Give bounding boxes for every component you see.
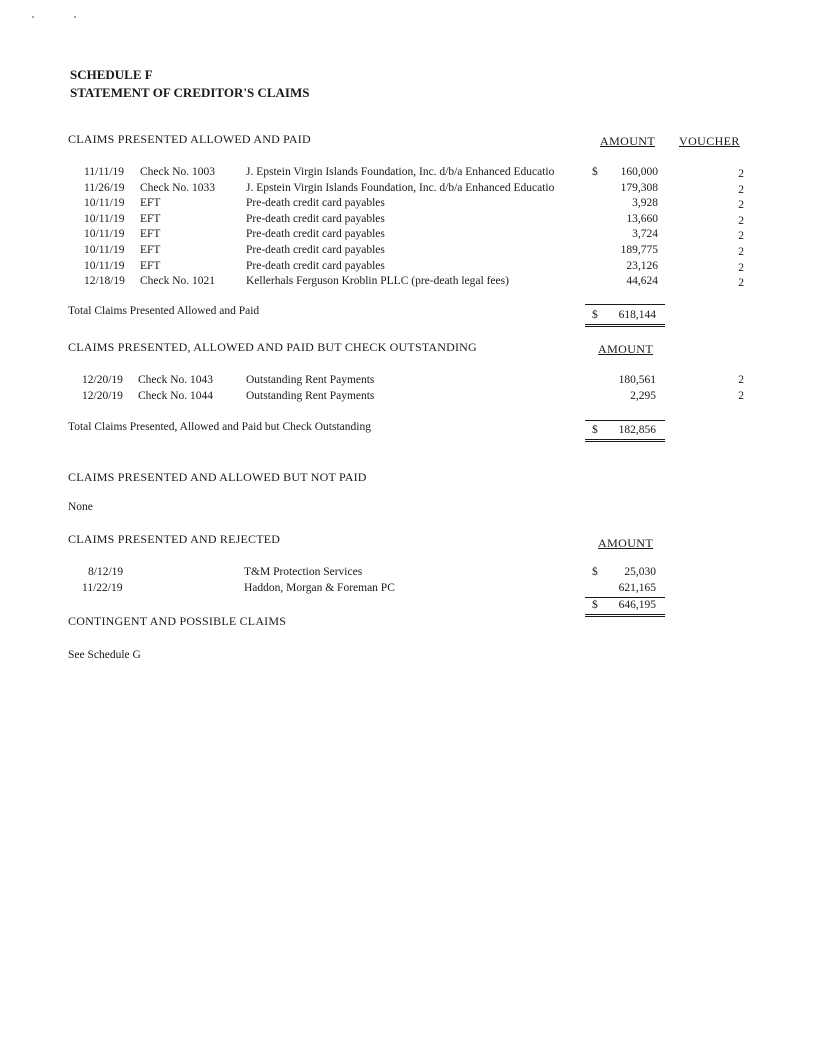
total-dollar: $ (592, 599, 598, 611)
total-rule-top (585, 420, 665, 421)
claim-amount: 13,660 (626, 212, 658, 225)
total-rule-bottom (585, 439, 665, 442)
claim-amount: 23,126 (626, 259, 658, 272)
claim-reference: Check No. 1003 (140, 166, 216, 178)
section4-title: CLAIMS PRESENTED AND REJECTED (68, 532, 281, 546)
outstanding-amount: 2,295 (630, 390, 656, 402)
section2-total-label: Total Claims Presented, Allowed and Paid but Check Outstanding (68, 421, 371, 433)
claim-amount: 3,928 (632, 197, 658, 210)
rejected-date: 8/12/19 (88, 566, 124, 578)
claim-dollar: $ (592, 166, 598, 178)
section1-title: CLAIMS PRESENTED ALLOWED AND PAID (68, 132, 311, 146)
outstanding-reference: Check No. 1044 (138, 390, 214, 402)
outstanding-date: 12/20/19 (82, 390, 123, 402)
section5-title: CONTINGENT AND POSSIBLE CLAIMS (68, 614, 287, 628)
section2-title: CLAIMS PRESENTED, ALLOWED AND PAID BUT CHECK OUTSTANDING (68, 340, 477, 354)
claim-voucher: 2 (738, 277, 744, 290)
claim-payee: Kellerhals Ferguson Kroblin PLLC (pre-death legal fees) (246, 275, 509, 288)
rejected-amount: 25,030 (624, 566, 656, 578)
section2-total: 182,856 (618, 424, 656, 436)
outstanding-payee: Outstanding Rent Payments (246, 390, 375, 402)
claim-reference: Check No. 1033 (140, 181, 216, 194)
section5-note: See Schedule G (68, 649, 141, 661)
total-rule-top (585, 304, 665, 305)
claim-payee: Pre-death credit card payables (246, 212, 385, 225)
schedule-title: SCHEDULE F (70, 67, 153, 82)
total-dollar: $ (592, 424, 598, 436)
claim-date: 12/18/19 (84, 275, 125, 288)
rejected-dollar: $ (592, 566, 598, 578)
outstanding-reference: Check No. 1043 (138, 374, 214, 386)
claim-payee: Pre-death credit card payables (246, 259, 385, 272)
scan-speck (74, 16, 76, 18)
outstanding-voucher: 2 (738, 390, 744, 402)
claim-voucher: 2 (738, 214, 744, 227)
section1-total: 618,144 (618, 309, 656, 321)
claim-date: 10/11/19 (84, 228, 125, 241)
claim-voucher: 2 (738, 261, 744, 274)
claim-reference: EFT (140, 259, 161, 272)
section1-total-label: Total Claims Presented Allowed and Paid (68, 305, 260, 317)
rejected-amount: 621,165 (618, 582, 656, 594)
outstanding-amount: 180,561 (618, 374, 656, 386)
claim-reference: Check No. 1021 (140, 275, 216, 288)
total-rule-bottom (585, 324, 665, 327)
claim-voucher: 2 (738, 199, 744, 212)
claim-date: 10/11/19 (84, 212, 125, 225)
amount-header-2: AMOUNT (598, 342, 654, 356)
claim-date: 10/11/19 (84, 244, 125, 256)
claim-reference: EFT (140, 244, 161, 256)
voucher-header: VOUCHER (679, 134, 740, 148)
claim-date: 11/26/19 (84, 181, 125, 194)
claim-reference: EFT (140, 197, 161, 210)
claim-amount: 160,000 (620, 166, 658, 178)
rejected-date: 11/22/19 (82, 582, 123, 594)
claim-voucher: 2 (738, 168, 744, 180)
claim-amount: 189,775 (620, 244, 658, 256)
section3-note: None (68, 501, 93, 513)
total-rule-bottom (585, 614, 665, 617)
claim-voucher: 2 (738, 230, 744, 243)
claim-amount: 44,624 (626, 275, 658, 288)
outstanding-date: 12/20/19 (82, 374, 123, 386)
rejected-payee: T&M Protection Services (244, 566, 363, 578)
claim-payee: J. Epstein Virgin Islands Foundation, Inc. d/b/a Enhanced Educatio (246, 181, 555, 194)
claim-amount: 3,724 (632, 228, 658, 241)
total-dollar: $ (592, 309, 598, 321)
claim-reference: EFT (140, 212, 161, 225)
claim-payee: Pre-death credit card payables (246, 228, 385, 241)
outstanding-voucher: 2 (738, 374, 744, 386)
subtotal-rule (585, 597, 665, 598)
claim-date: 10/11/19 (84, 197, 125, 210)
claim-date: 11/11/19 (84, 166, 125, 178)
claim-amount: 179,308 (620, 181, 658, 194)
section3-title: CLAIMS PRESENTED AND ALLOWED BUT NOT PAID (68, 470, 367, 484)
scan-speck (32, 16, 34, 18)
amount-header-4: AMOUNT (598, 536, 654, 550)
claim-payee: Pre-death credit card payables (246, 197, 385, 210)
rejected-payee: Haddon, Morgan & Foreman PC (244, 582, 395, 594)
claim-voucher: 2 (738, 246, 744, 258)
section4-total: 646,195 (618, 599, 656, 611)
amount-header: AMOUNT (600, 134, 656, 148)
claim-payee: J. Epstein Virgin Islands Foundation, Inc. d/b/a Enhanced Educatio (246, 166, 555, 178)
claim-reference: EFT (140, 228, 161, 241)
claim-payee: Pre-death credit card payables (246, 244, 385, 256)
claim-date: 10/11/19 (84, 259, 125, 272)
statement-title: STATEMENT OF CREDITOR'S CLAIMS (70, 85, 310, 100)
claim-voucher: 2 (738, 183, 744, 196)
outstanding-payee: Outstanding Rent Payments (246, 374, 375, 386)
